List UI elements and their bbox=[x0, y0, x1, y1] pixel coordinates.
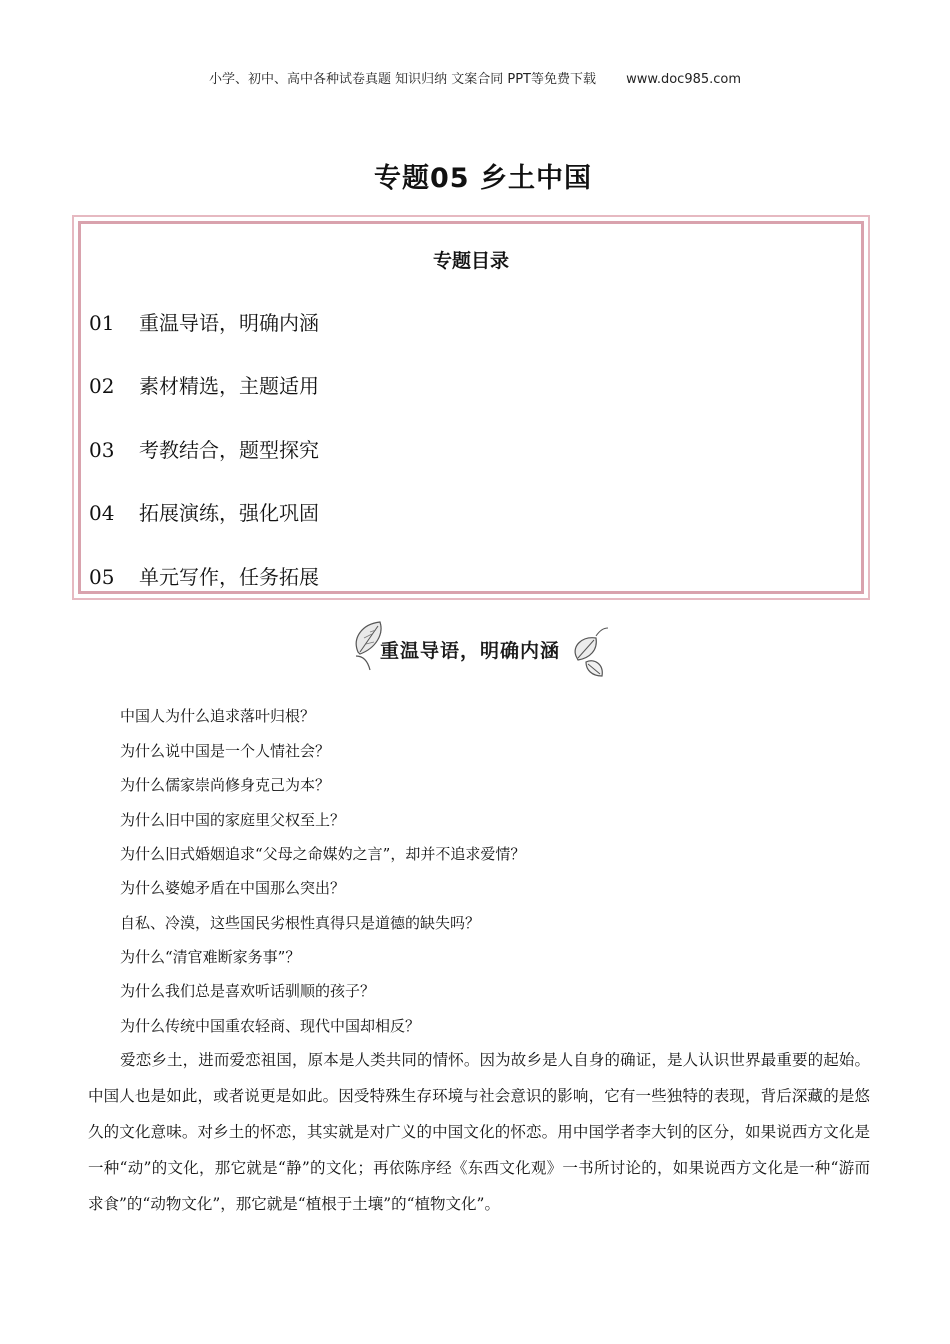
body-paragraph-text: 爱恋乡土，进而爱恋祖国，原本是人类共同的情怀。因为故乡是人自身的确证，是人认识世界最重要的起始。中国人也是如此，或者说更是如此。因受特殊生存环境与社会意识的影响，它有一些独特的表现，背后深藏的是悠久的文化意味。对乡土的怀恋，其实就是对广义的中国文化的怀恋。用中国学者李大钊的区分，如果说西方文化是一种“动”的文化，那它就是“静”的文化；再依陈序经《东西文化观》一书所讨论的，如果说西方文化是一种“游而求食”的“动物文化”，那它就是“植根于土壤”的“植物文化”。 bbox=[88, 1051, 870, 1213]
question-line: 为什么“清官难断家务事”？ bbox=[120, 948, 301, 966]
question-line: 为什么婆媳矛盾在中国那么突出？ bbox=[120, 879, 346, 897]
question-line: 为什么儒家崇尚修身克己为本？ bbox=[120, 776, 331, 794]
toc-item-number: 04 bbox=[89, 501, 115, 525]
body-paragraph bbox=[88, 1042, 870, 1222]
question-line: 中国人为什么追求落叶归根？ bbox=[120, 707, 316, 725]
question-line: 自私、冷漠，这些国民劣根性真得只是道德的缺失吗？ bbox=[120, 914, 481, 932]
page-header bbox=[0, 68, 950, 87]
toc-item-label: 考教结合，题型探究 bbox=[139, 438, 319, 462]
toc-item[interactable] bbox=[89, 307, 319, 336]
question-line: 为什么说中国是一个人情社会？ bbox=[120, 742, 331, 760]
toc-box bbox=[72, 215, 870, 600]
toc-item[interactable] bbox=[89, 370, 319, 399]
toc-inner-frame bbox=[78, 221, 864, 594]
question-line: 为什么旧式婚姻追求“父母之命媒妁之言”，却并不追求爱情？ bbox=[120, 845, 526, 863]
toc-item[interactable] bbox=[89, 434, 319, 463]
toc-item-label: 素材精选，主题适用 bbox=[139, 374, 319, 398]
toc-item-number: 01 bbox=[89, 311, 115, 335]
header-tagline: 小学、初中、高中各种试卷真题 知识归纳 文案合同 PPT等免费下载 bbox=[208, 72, 596, 87]
question-line: 为什么旧中国的家庭里父权至上？ bbox=[120, 811, 346, 829]
header-url[interactable]: www.doc985.com bbox=[626, 72, 742, 87]
toc-heading: 专题目录 bbox=[432, 250, 509, 272]
page-title: 专题05 乡土中国 bbox=[374, 163, 592, 194]
question-line: 为什么传统中国重农轻商、现代中国却相反？ bbox=[120, 1017, 421, 1035]
toc-item-number: 02 bbox=[89, 374, 115, 398]
toc-item-label: 单元写作，任务拓展 bbox=[139, 565, 319, 589]
section-banner bbox=[350, 616, 610, 680]
toc-item-label: 拓展演练，强化巩固 bbox=[139, 501, 319, 525]
question-line: 为什么我们总是喜欢听话驯顺的孩子？ bbox=[120, 982, 376, 1000]
toc-item[interactable] bbox=[89, 561, 319, 590]
section-banner-label: 重温导语，明确内涵 bbox=[380, 640, 561, 662]
toc-item-number: 03 bbox=[89, 438, 115, 462]
toc-item[interactable] bbox=[89, 497, 319, 526]
toc-item-number: 05 bbox=[89, 565, 115, 589]
toc-item-label: 重温导语，明确内涵 bbox=[139, 311, 319, 335]
